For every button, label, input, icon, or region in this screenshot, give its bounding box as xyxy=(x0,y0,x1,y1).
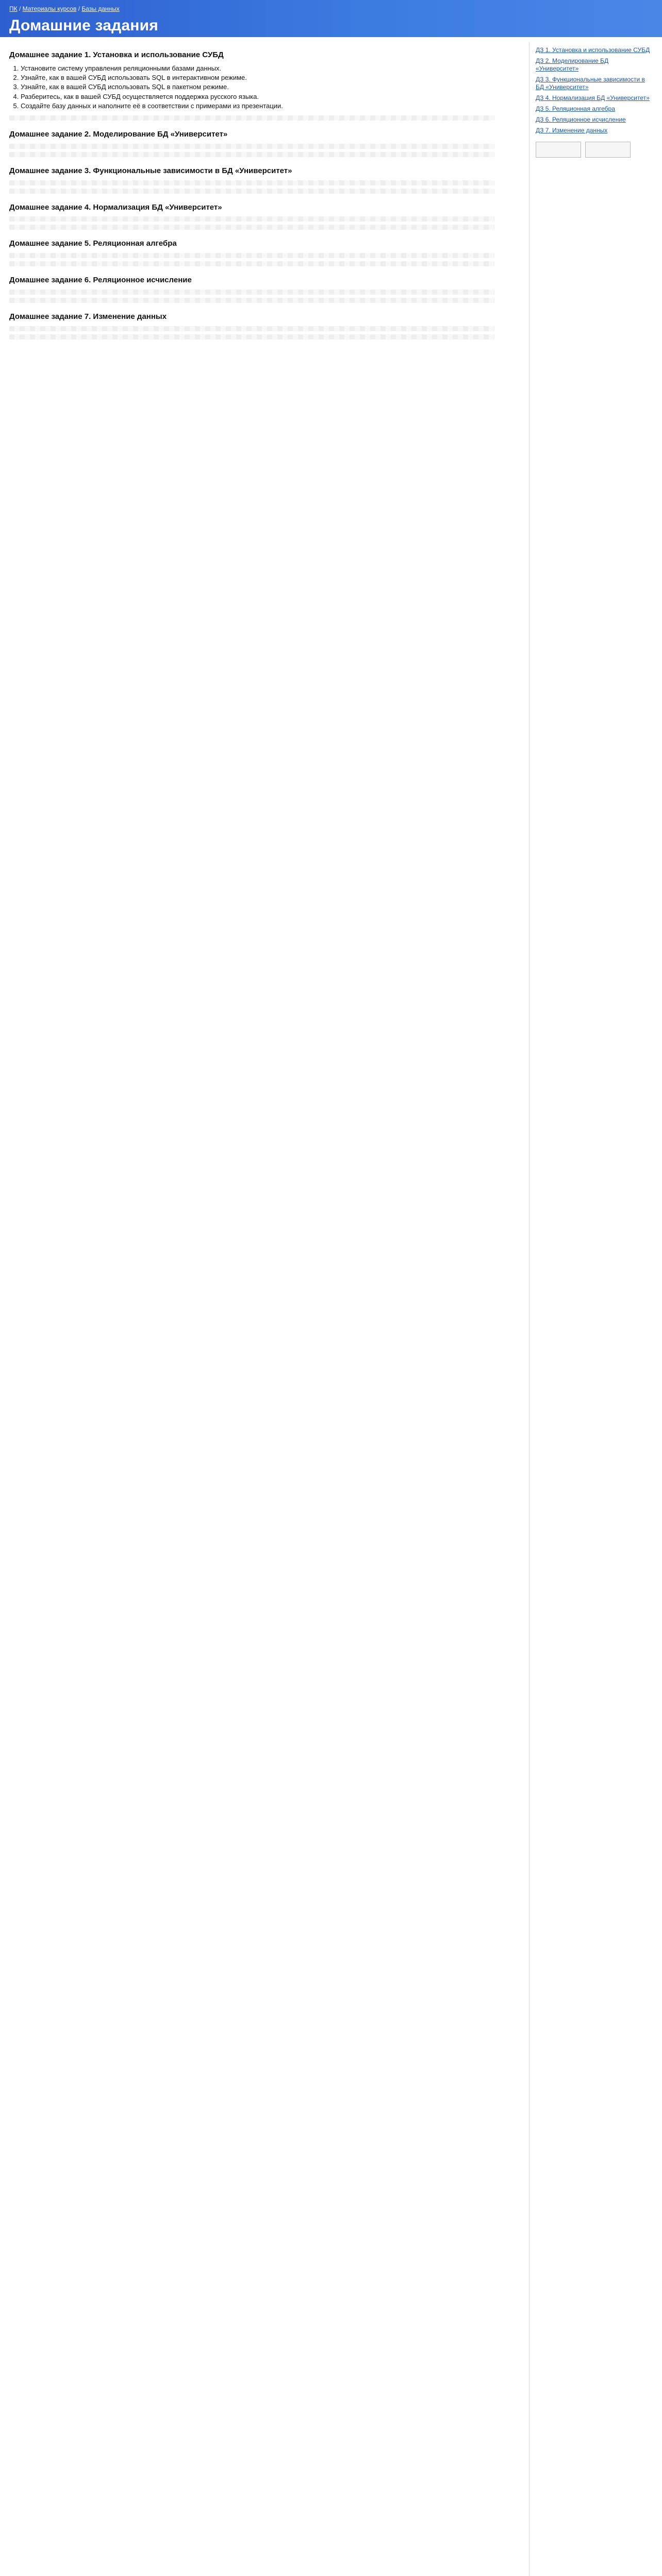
list-item: 1. Установите систему управления реляционными базами данных. xyxy=(21,64,520,73)
toc-link[interactable]: ДЗ 1. Установка и использование СУБД xyxy=(536,46,650,54)
badge xyxy=(536,142,581,158)
badges xyxy=(536,142,653,158)
homework-section xyxy=(9,166,520,194)
text-placeholder xyxy=(9,290,494,295)
breadcrumb-link-2[interactable]: Материалы курсов xyxy=(22,5,77,12)
list-item: 2. Узнайте, как в вашей СУБД использовать SQL в интерактивном режиме. xyxy=(21,74,520,82)
breadcrumb-separator: / xyxy=(78,5,82,12)
toc-link[interactable]: ДЗ 7. Изменение данных xyxy=(536,127,608,134)
toc-links xyxy=(536,46,653,134)
section-title: Домашнее задание 1. Установка и использование СУБД xyxy=(9,50,224,59)
breadcrumb-separator: / xyxy=(19,5,23,12)
top-bar xyxy=(0,0,662,37)
list-item: 4. Разберитесь, как в вашей СУБД осуществляется поддержка русского языка. xyxy=(21,93,520,101)
breadcrumb-link-1[interactable]: ПК xyxy=(9,5,18,12)
text-placeholder xyxy=(9,326,494,331)
toc-link[interactable]: ДЗ 3. Функциональные зависимости в БД «Университет» xyxy=(536,76,645,91)
text-placeholder xyxy=(9,189,494,194)
list-item: 5. Создайте базу данных и наполните её в соответствии с примерами из презентации. xyxy=(21,102,520,110)
toc-link[interactable]: ДЗ 4. Нормализация БД «Университет» xyxy=(536,94,650,101)
section-title: Домашнее задание 2. Моделирование БД «Университет» xyxy=(9,130,228,139)
main-content xyxy=(9,42,520,2576)
main-layout xyxy=(0,37,662,2576)
text-placeholder xyxy=(9,225,494,230)
homework-section xyxy=(9,203,520,230)
toc-link[interactable]: ДЗ 2. Моделирование БД «Университет» xyxy=(536,57,609,72)
homework-section xyxy=(9,312,520,340)
toc-link[interactable]: ДЗ 6. Реляционное исчисление xyxy=(536,116,626,123)
text-placeholder xyxy=(9,298,494,303)
text-placeholder xyxy=(9,261,494,266)
homework-section xyxy=(9,50,520,121)
homework-section xyxy=(9,130,520,157)
sections-container xyxy=(9,50,520,340)
text-placeholder xyxy=(9,144,494,149)
list-item: 3. Узнайте, как в вашей СУБД использовать SQL в пакетном режиме. xyxy=(21,83,520,91)
section-title: Домашнее задание 7. Изменение данных xyxy=(9,312,167,321)
ordered-list xyxy=(21,64,520,110)
toc-link[interactable]: ДЗ 5. Реляционная алгебра xyxy=(536,105,615,112)
section-title: Домашнее задание 5. Реляционная алгебра xyxy=(9,239,177,248)
breadcrumb-link-3[interactable]: Базы данных xyxy=(81,5,120,12)
section-title: Домашнее задание 6. Реляционное исчисление xyxy=(9,276,192,284)
badge xyxy=(585,142,631,158)
text-placeholder xyxy=(9,180,494,185)
table-of-contents xyxy=(529,42,653,2576)
page-title: Домашние задания xyxy=(9,17,158,34)
text-placeholder xyxy=(9,152,494,157)
text-placeholder xyxy=(9,216,494,222)
section-title: Домашнее задание 4. Нормализация БД «Университет» xyxy=(9,202,222,212)
homework-section xyxy=(9,276,520,303)
homework-section xyxy=(9,239,520,266)
text-placeholder xyxy=(9,334,494,340)
text-placeholder xyxy=(9,115,494,121)
breadcrumb xyxy=(9,5,653,13)
text-placeholder xyxy=(9,253,494,258)
section-title: Домашнее задание 3. Функциональные зависимости в БД «Университет» xyxy=(9,166,292,175)
